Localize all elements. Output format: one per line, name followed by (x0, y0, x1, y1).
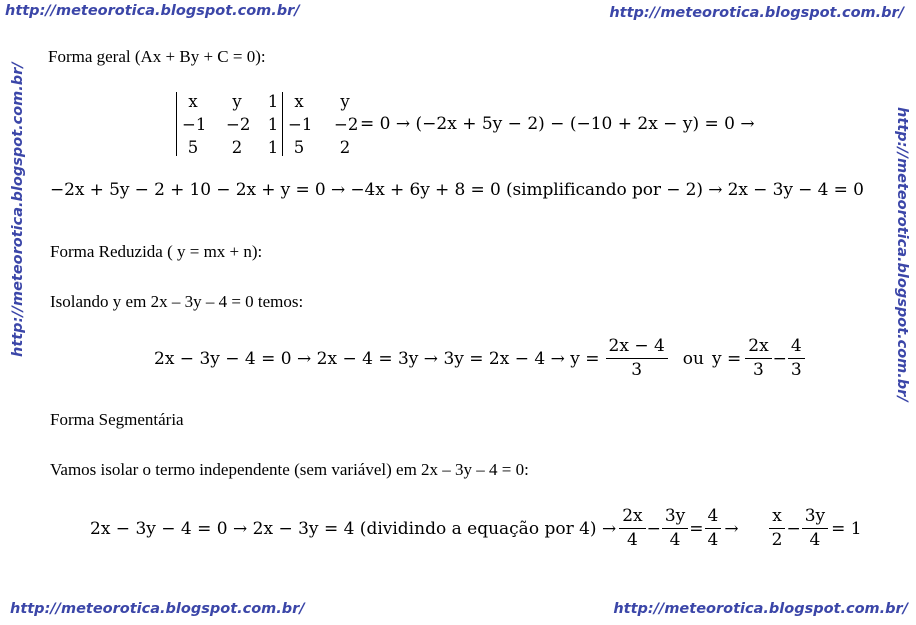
reduced-eq-prefix: 2x − 3y − 4 = 0 → 2x − 4 = 3y → 3y = 2x − 4 → y = (154, 348, 600, 369)
fraction (705, 507, 722, 550)
fraction (802, 507, 828, 550)
det-cell: −2 (226, 115, 251, 134)
fraction-denominator: 3 (753, 360, 764, 380)
result: = 1 (831, 518, 862, 539)
arrow: → (724, 518, 739, 539)
fraction-denominator: 3 (631, 360, 643, 380)
isolating-text: Isolando y em 2x – 3y – 4 = 0 temos: (50, 292, 304, 311)
fraction-denominator: 4 (809, 530, 821, 550)
minus-sign: − (786, 518, 801, 539)
fraction-numerator: 2x (745, 337, 771, 359)
det-cell: 2 (231, 138, 243, 157)
det-cell: 5 (293, 138, 305, 157)
fraction-numerator: 4 (788, 337, 805, 359)
fraction-numerator: 3y (662, 507, 688, 529)
watermark-top-right: http://meteorotica.blogspot.com.br/ (609, 5, 904, 21)
watermark-left-vertical: http://meteorotica.blogspot.com.br/ (10, 62, 26, 357)
det-cell: 1 (267, 138, 279, 157)
determinant (170, 90, 370, 160)
fraction-numerator: 4 (705, 507, 722, 529)
y-equals: y = (711, 348, 742, 369)
segment-eq-prefix: 2x − 3y − 4 = 0 → 2x − 3y = 4 (dividindo a equação por 4) → (90, 518, 617, 539)
fraction-denominator: 4 (669, 530, 681, 550)
fraction-numerator: 2x − 4 (606, 337, 668, 359)
det-cell: 5 (187, 138, 199, 157)
forma-segmentaria-title: Forma Segmentária (50, 410, 184, 429)
det-cell: −1 (288, 115, 313, 134)
fraction-numerator: 3y (802, 507, 828, 529)
fraction-denominator: 4 (707, 530, 719, 550)
equals-sign: = (689, 518, 704, 539)
det-cell: x (294, 92, 304, 111)
forma-reduzida-title: Forma Reduzida ( y = mx + n): (50, 242, 263, 261)
det-cell: 1 (267, 92, 279, 111)
det-cell: x (188, 92, 198, 111)
simplify-equation: −2x + 5y − 2 + 10 − 2x + y = 0 → −4x + 6y + 8 = 0 (simplificando por − 2) → 2x − 3y − 4 = 0 (50, 180, 864, 200)
fraction (606, 337, 668, 380)
fraction (769, 507, 786, 550)
fraction (619, 507, 645, 550)
det-left-bar (176, 92, 177, 156)
forma-geral-title: Forma geral (Ax + By + C = 0): (48, 47, 266, 66)
segmentaria-intro: Vamos isolar o termo independente (sem variável) em 2x – 3y – 4 = 0: (50, 460, 529, 479)
fraction (662, 507, 688, 550)
det-cell: y (232, 92, 242, 111)
det-cell: y (340, 92, 350, 111)
det-result: = 0 → (−2x + 5y − 2) − (−10 + 2x − y) = 0 → (360, 114, 755, 134)
fraction-denominator: 4 (626, 530, 638, 550)
reduced-equation (154, 337, 806, 380)
watermark-right-vertical: http://meteorotica.blogspot.com.br/ (894, 107, 910, 402)
minus-sign: − (772, 348, 787, 369)
fraction (745, 337, 771, 380)
det-cell: 2 (339, 138, 351, 157)
ou-word: ou (682, 348, 704, 369)
det-cell: −2 (334, 115, 359, 134)
fraction-denominator: 2 (771, 530, 783, 550)
fraction-denominator: 3 (790, 360, 802, 380)
fraction (788, 337, 805, 380)
det-cell: 1 (267, 115, 279, 134)
fraction-numerator: 2x (619, 507, 645, 529)
watermark-bottom-right: http://meteorotica.blogspot.com.br/ (613, 601, 908, 617)
det-cell: −1 (182, 115, 207, 134)
watermark-top-left: http://meteorotica.blogspot.com.br/ (5, 3, 300, 19)
segmentary-equation (90, 507, 862, 550)
minus-sign: − (646, 518, 661, 539)
fraction-numerator: x (769, 507, 785, 529)
watermark-bottom-left: http://meteorotica.blogspot.com.br/ (10, 601, 305, 617)
